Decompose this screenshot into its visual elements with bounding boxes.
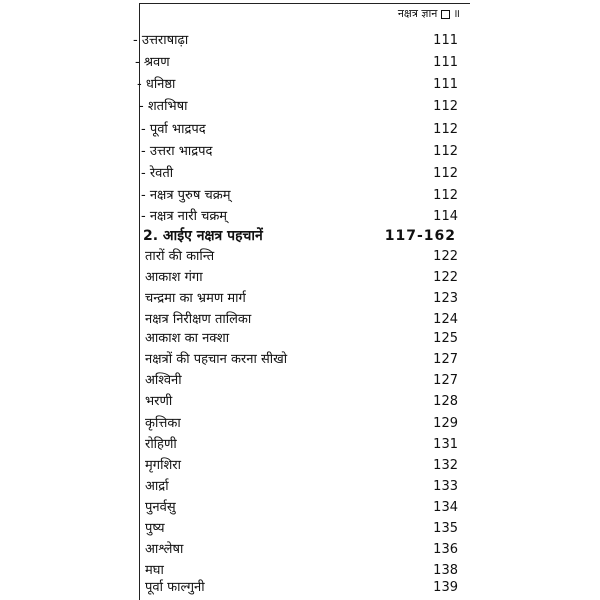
toc-entry-label: आर्द्रा <box>145 479 169 494</box>
toc-entry-page: 111 <box>433 55 458 70</box>
toc-entry-label: भरणी <box>145 394 173 409</box>
toc-entry-label: - नक्षत्र पुरुष चक्रम् <box>141 188 231 203</box>
toc-entry-page: 111 <box>433 77 458 92</box>
toc-entry-label: चन्द्रमा का भ्रमण मार्ग <box>145 291 246 306</box>
toc-entry-page: 127 <box>433 373 458 388</box>
toc-entry-page: 112 <box>433 99 458 114</box>
toc-entry-label: - श्रवण <box>135 55 170 70</box>
toc-entry-label: अश्विनी <box>145 373 182 388</box>
toc-entry-page: 122 <box>433 270 458 285</box>
header-page-mark: ॥ <box>453 7 460 20</box>
toc-entry-page: 129 <box>433 416 458 431</box>
toc-entry-page: 123 <box>433 291 458 306</box>
toc-entry-label: आश्लेषा <box>145 542 184 557</box>
header-title: नक्षत्र ज्ञान <box>397 7 438 20</box>
toc-chapter-pages: 117-162 <box>384 228 456 244</box>
toc-entry-label: आकाश का नक्शा <box>145 331 230 346</box>
toc-entry-page: 139 <box>433 580 458 595</box>
toc-entry-label: पूर्वा फाल्गुनी <box>145 580 205 595</box>
toc-entry-label: - उत्तराषाढ़ा <box>133 33 189 48</box>
toc-entry-page: 122 <box>433 249 458 264</box>
top-rule <box>140 3 470 4</box>
toc-entry-page: 133 <box>433 479 458 494</box>
toc-entry-page: 136 <box>433 542 458 557</box>
toc-entry-label: तारों की कान्ति <box>145 249 215 264</box>
toc-entry-page: 134 <box>433 500 458 515</box>
toc-chapter-label: 2. आईए नक्षत्र पहचानें <box>143 228 263 244</box>
toc-entry-page: 138 <box>433 563 458 578</box>
toc-entry-page: 114 <box>433 209 458 224</box>
toc-entry-label: नक्षत्रों की पहचान करना सीखो <box>145 352 288 367</box>
toc-entry-label: - रेवती <box>141 166 174 181</box>
toc-entry-page: 124 <box>433 312 458 327</box>
toc-entry-page: 112 <box>433 122 458 137</box>
toc-entry-label: पुनर्वसु <box>145 500 176 515</box>
toc-entry-label: कृत्तिका <box>145 416 181 431</box>
toc-entry-page: 125 <box>433 331 458 346</box>
toc-entry-page: 132 <box>433 458 458 473</box>
toc-entry-label: - उत्तरा भाद्रपद <box>141 144 213 159</box>
toc-entry-page: 111 <box>433 33 458 48</box>
square-bullet-icon <box>441 10 450 19</box>
running-header <box>398 6 460 21</box>
toc-entry-page: 128 <box>433 394 458 409</box>
toc-entry-page: 135 <box>433 521 458 536</box>
toc-entry-page: 112 <box>433 166 458 181</box>
toc-entry-label: - धनिष्ठा <box>137 77 176 92</box>
toc-entry-label: पुष्य <box>145 521 165 536</box>
toc-entry-label: मघा <box>145 563 164 578</box>
toc-entry-label: मृगशिरा <box>145 458 181 473</box>
toc-entry-page: 127 <box>433 352 458 367</box>
toc-entry-label: रोहिणी <box>145 437 177 452</box>
toc-entry-page: 112 <box>433 144 458 159</box>
toc-entry-label: - नक्षत्र नारी चक्रम् <box>141 209 228 224</box>
toc-entry-label: आकाश गंगा <box>145 270 203 285</box>
toc-entry-page: 112 <box>433 188 458 203</box>
toc-entry-label: - शतभिषा <box>139 99 188 114</box>
toc-entry-label: - पूर्वा भाद्रपद <box>141 122 206 137</box>
toc-entry-label: नक्षत्र निरीक्षण तालिका <box>145 312 252 327</box>
toc-entry-page: 131 <box>433 437 458 452</box>
